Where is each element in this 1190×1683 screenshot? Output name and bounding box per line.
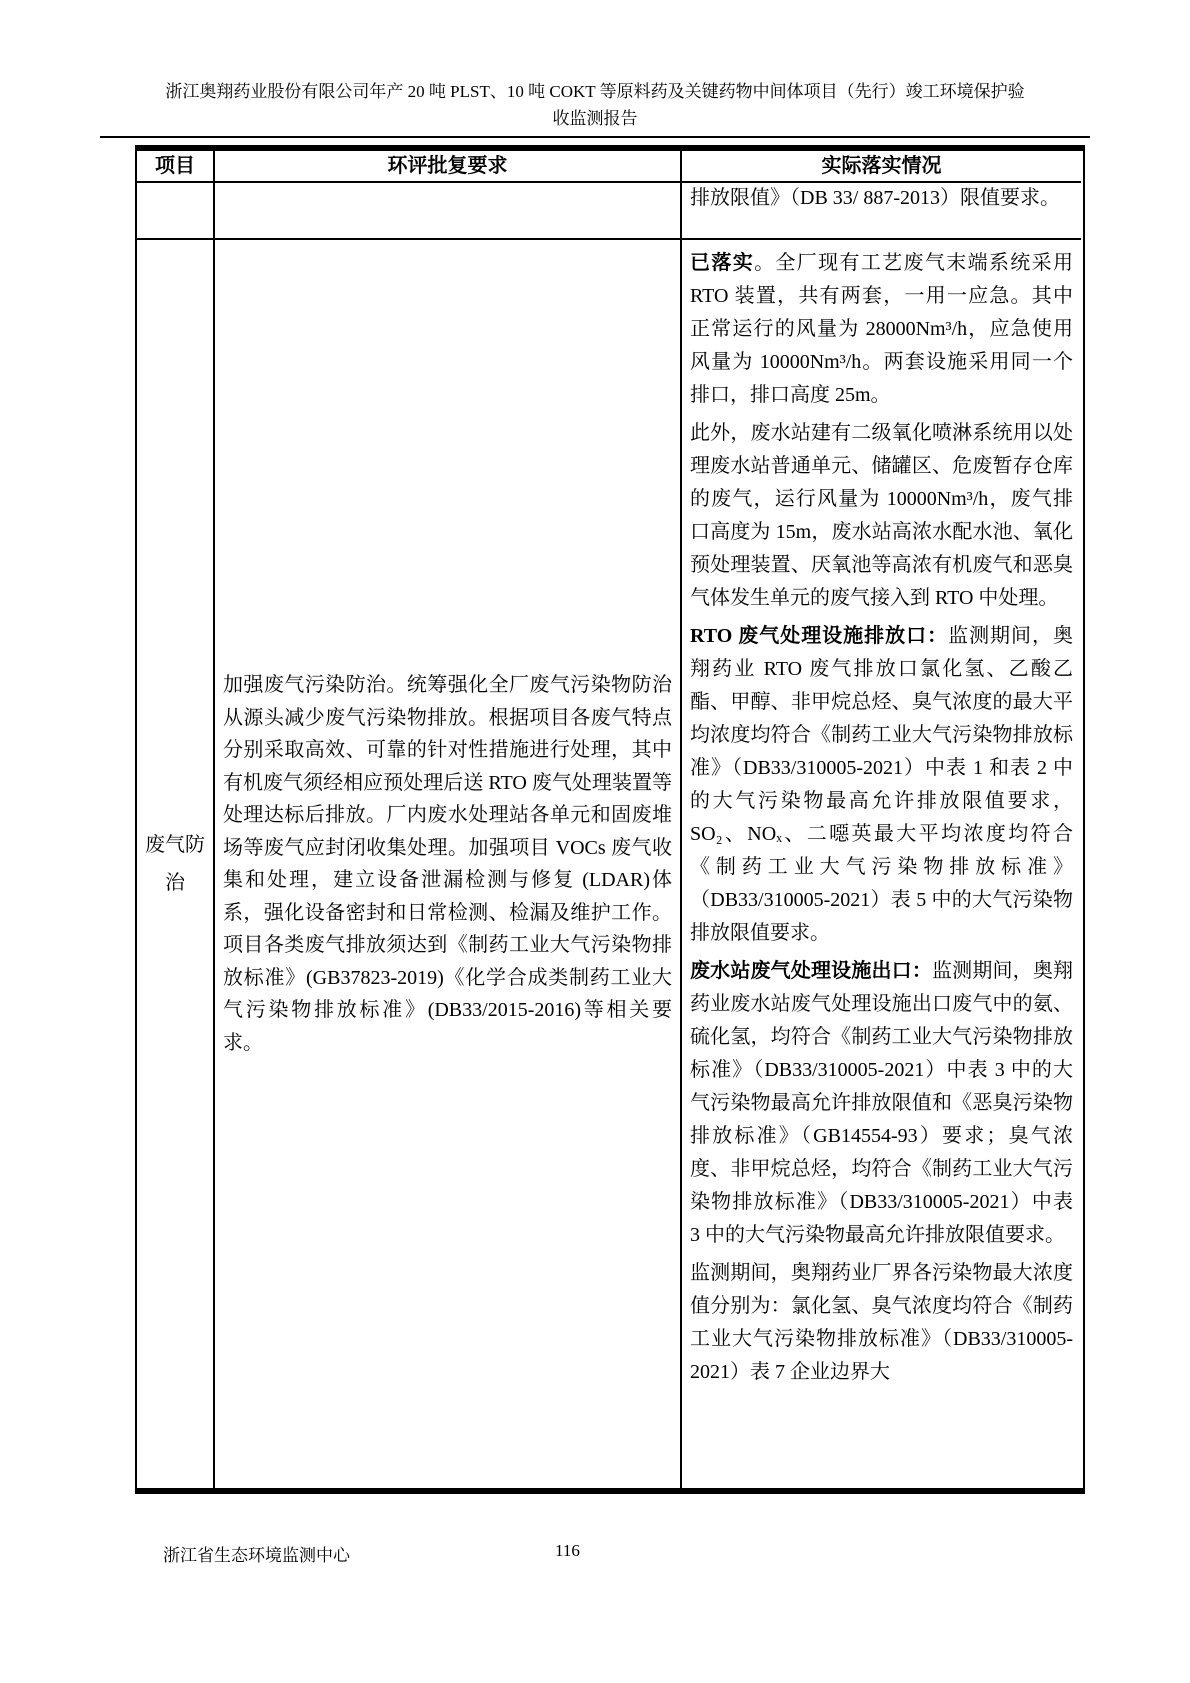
implementation-paragraph — [690, 620, 1073, 950]
row1-requirement-cell — [213, 183, 680, 240]
column-header-requirement: 环评批复要求 — [213, 151, 680, 183]
implementation-paragraph — [690, 1257, 1073, 1389]
row2-item-cell: 废气防治 — [145, 834, 205, 894]
paragraph-lead: RTO 废气处理设施排放口： — [690, 625, 949, 647]
paragraph-body: 。全厂现有工艺废气末端系统采用 RTO 装置，共有两套，一用一应急。其中正常运行的风量为 28000Nm³/h，应急使用风量为 10000Nm³/h。两套设施采用同一个排口，排口高度 25m。 — [690, 252, 1074, 406]
implementation-paragraph — [690, 417, 1073, 615]
implementation-paragraph — [690, 955, 1073, 1252]
page-number: 116 — [555, 1541, 580, 1560]
document-header — [100, 78, 1090, 132]
header-line-1: 浙江奥翔药业股份有限公司年产 20 吨 PLST、10 吨 COKT 等原料药及关键药物中间体项目（先行）竣工环境保护验 — [165, 82, 1025, 101]
paragraph-body: 监测期间，奥翔药业废水站废气处理设施出口废气中的氨、硫化氢，均符合《制药工业大气污染物排放标准》（DB33/310005-2021）中表 3 中的大气污染物最高允许排放限值和《恶臭污染物排放标准》（GB14554-93）要求；臭气浓度、非甲烷总烃，均符合《制药工业大气污染物排放标准》（DB33/310005-2021）中表 3 中的大气污染物最高允许排放限值要求。 — [690, 960, 1074, 1246]
paragraph-body: 监测期间，奥翔药业厂界各污染物最大浓度值分别为：氯化氢、臭气浓度均符合《制药工业大气污染物排放标准》（DB33/310005-2021）表 7 企业边界大 — [690, 1262, 1073, 1383]
paragraph-lead: 已落实 — [690, 252, 755, 274]
footer-organization: 浙江省生态环境监测中心 — [163, 1546, 350, 1565]
row1-item-cell — [137, 183, 213, 240]
paragraph-lead: 废水站废气处理设施出口： — [690, 960, 932, 982]
row1-implementation-cell: 排放限值》（DB 33/ 887-2013）限值要求。 — [680, 183, 1081, 240]
header-rule — [100, 136, 1090, 138]
row2-requirement-cell — [213, 240, 680, 1488]
requirement-text: 加强废气污染防治。统筹强化全厂废气污染物防治从源头减少废气污染物排放。根据项目各废气特点分别采取高效、可靠的针对性措施进行处理，其中有机废气须经相应预处理后送 RTO 废气处理装置等处理达标后排放。厂内废水处理站各单元和固废堆场等废气应封闭收集处理。加强项目 VOCs 废气收集和处理，建立设备泄漏检测与修复 (LDAR)体系，强化设备密封和日常检测、检漏及维护工作。项目各类废气排放须达到《制药工业大气污染物排放标准》(GB37823-2019)《化学合成类制药工业大气污染物排放标准》(DB33/2015-2016)等相关要求。 — [223, 674, 672, 1054]
column-header-item: 项目 — [137, 151, 213, 183]
header-line-2: 收监测报告 — [552, 109, 638, 128]
compliance-table — [135, 145, 1085, 1494]
paragraph-body: 监测期间，奥翔药业 RTO 废气排放口氯化氢、乙酸乙酯、甲醇、非甲烷总烃、臭气浓度的最大平均浓度均符合《制药工业大气污染物排放标准》（DB33/310005-2021）中表 1 和表 2 中的大气污染物最高允许排放限值要求，SO₂、NOₓ、二噁英最大平均浓度均符合《制药工业大气污染物排放标准》（DB33/310005-2021）表 5 中的大气污染物排放限值要求。 — [690, 625, 1074, 944]
row2-implementation-cell — [680, 240, 1081, 1488]
column-header-implementation: 实际落实情况 — [680, 151, 1081, 183]
implementation-paragraph — [690, 247, 1073, 412]
paragraph-body: 此外，废水站建有二级氧化喷淋系统用以处理废水站普通单元、储罐区、危废暂存仓库的废气，运行风量为 10000Nm³/h，废气排口高度为 15m，废水站高浓水配水池、氧化预处理装置、厌氧池等高浓有机废气和恶臭气体发生单元的废气接入到 RTO 中处理。 — [690, 422, 1073, 609]
